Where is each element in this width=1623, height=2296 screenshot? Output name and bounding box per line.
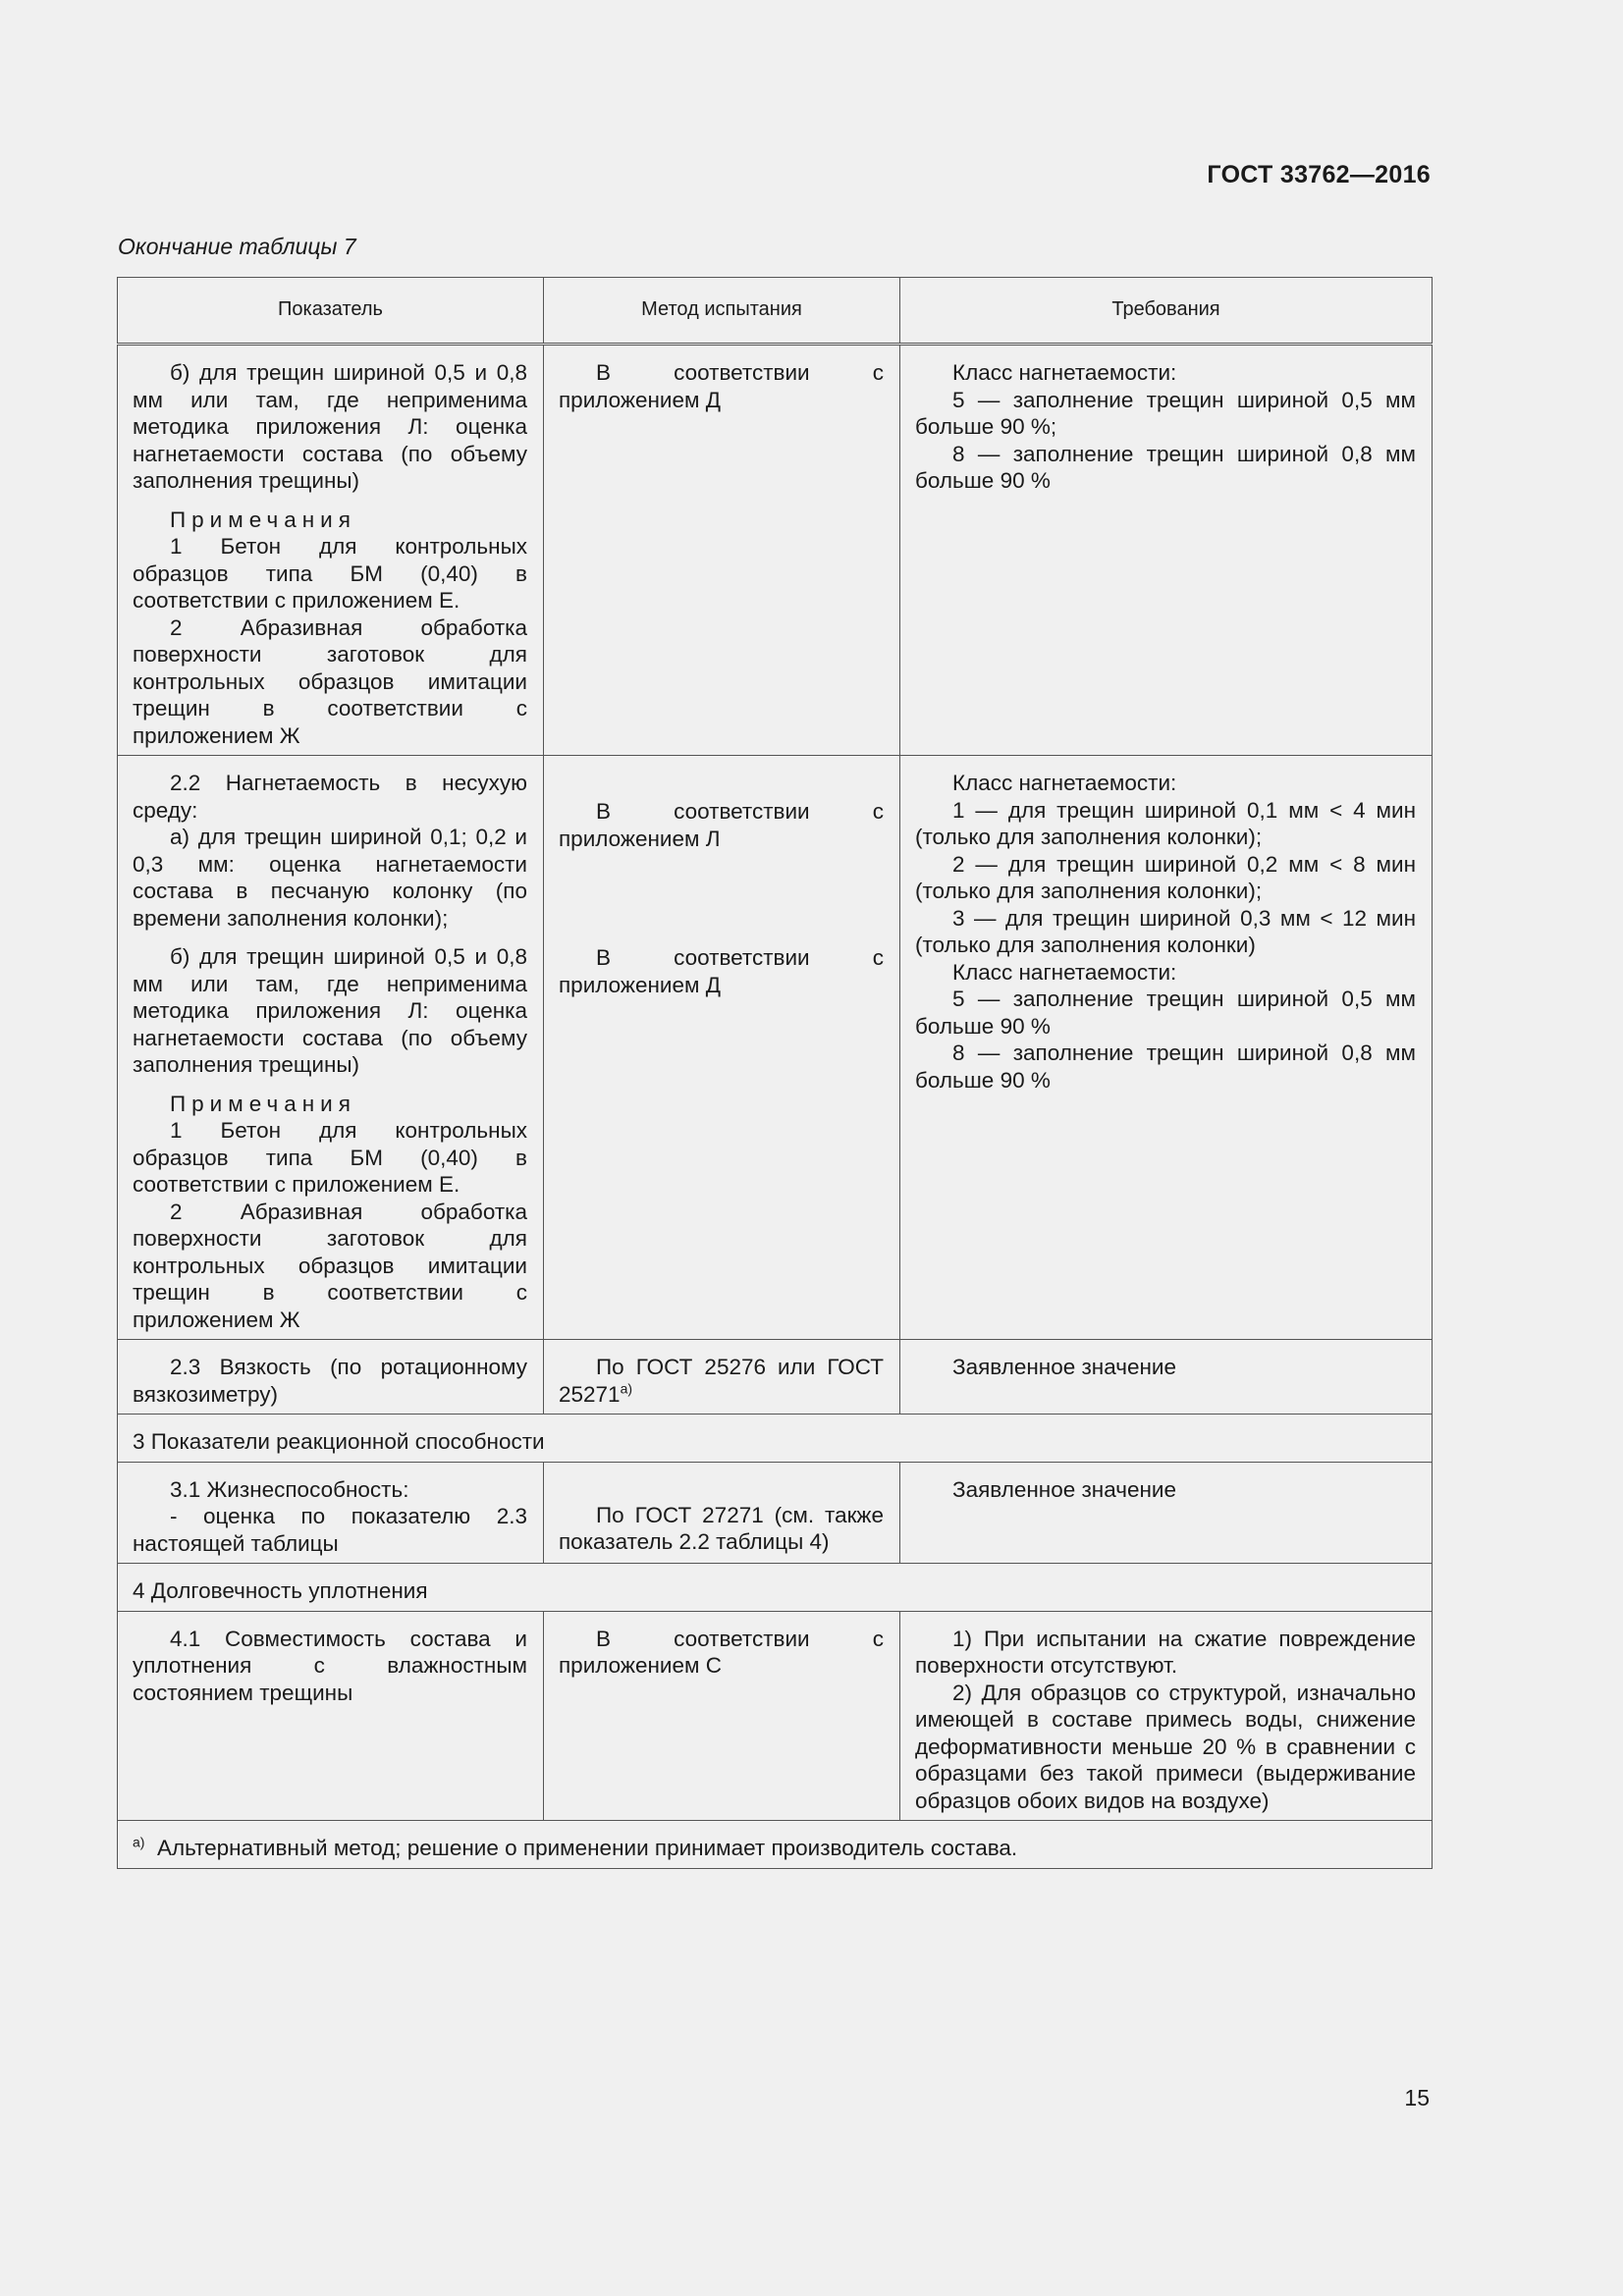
section-row xyxy=(118,1564,1433,1612)
requirement-line: Класс нагнетаемости: xyxy=(952,959,1177,985)
document-id: ГОСТ 33762—2016 xyxy=(1207,161,1431,188)
table-row xyxy=(118,1340,1433,1415)
footnote-row xyxy=(118,1821,1433,1869)
requirements-cell xyxy=(900,1611,1433,1821)
requirements-cell xyxy=(900,1462,1433,1564)
footnote-ref: а) xyxy=(620,1380,633,1396)
note-2: 2 Абразивная обработка поверхности заготовок для контрольных образцов имитации трещин в соответствии с приложением Ж xyxy=(133,614,527,748)
method-text: По ГОСТ 27271 (см. также показатель 2.2 таблицы 4) xyxy=(559,1502,884,1554)
page-number: 15 xyxy=(1404,2085,1430,2110)
footnote xyxy=(118,1821,1433,1869)
requirements-table xyxy=(117,277,1433,1869)
indicator-text: б) для трещин шириной 0,5 и 0,8 мм или там, где неприменима методика приложения Л: оценка нагнетаемости состава (по объему заполнения трещины) xyxy=(133,360,527,493)
indicator-cell xyxy=(118,1462,544,1564)
method-text: В соответствии с приложением С xyxy=(559,1626,884,1678)
table-row xyxy=(118,756,1433,1340)
requirement-line: 5 — заполнение трещин шириной 0,5 мм больше 90 % xyxy=(915,987,1416,1039)
requirements-cell xyxy=(900,1340,1433,1415)
requirements-cell xyxy=(900,756,1433,1340)
indicator-cell xyxy=(118,756,544,1340)
requirement-line: 8 — заполнение трещин шириной 0,8 мм больше 90 % xyxy=(915,1041,1416,1093)
section-title: 3 Показатели реакционной способности xyxy=(118,1415,1433,1463)
method-cell xyxy=(544,1340,900,1415)
section-title: 4 Долговечность уплотнения xyxy=(118,1564,1433,1612)
method-text xyxy=(559,1354,884,1408)
requirement-line: Класс нагнетаемости: xyxy=(952,771,1177,795)
indicator-item-a: а) для трещин шириной 0,1; 0,2 и 0,3 мм: оценка нагнетаемости состава в песчаную колонку (по времени заполнения колонки); xyxy=(133,825,527,931)
requirement-line: 1) При испытании на сжатие повреждение поверхности отсутствуют. xyxy=(915,1626,1416,1678)
section-row xyxy=(118,1415,1433,1463)
requirement-line: 2 — для трещин шириной 0,2 мм < 8 мин (только для заполнения колонки); xyxy=(915,851,1416,903)
indicator-item: - оценка по показателю 2.3 настоящей таблицы xyxy=(133,1504,527,1556)
indicator-cell xyxy=(118,1611,544,1821)
column-header-requirements: Требования xyxy=(900,278,1433,345)
indicator-title: 2.2 Нагнетаемость в несухую среду: xyxy=(133,771,527,823)
requirement-line: Заявленное значение xyxy=(952,1476,1176,1502)
requirement-line: 1 — для трещин шириной 0,1 мм < 4 мин (только для заполнения колонки); xyxy=(915,797,1416,849)
requirement-line: 2) Для образцов со структурой, изначально имеющей в составе примесь воды, снижение деформативности меньше 20 % в сравнении с образцами без такой примеси (выдерживание образцов обоих видов на воздухе) xyxy=(915,1680,1416,1813)
table-header-row xyxy=(118,278,1433,345)
footnote-mark: а) xyxy=(133,1834,145,1850)
method-cell xyxy=(544,1611,900,1821)
method-text-main: По ГОСТ 25276 или ГОСТ 25271 xyxy=(559,1355,884,1407)
method-cell xyxy=(544,1462,900,1564)
notes-title: Примечания xyxy=(170,507,356,532)
indicator-text: 2.3 Вязкость (по ротационному вязкозиметру) xyxy=(133,1355,527,1407)
requirement-line: Класс нагнетаемости: xyxy=(952,360,1177,385)
note-1: 1 Бетон для контрольных образцов типа БМ (0,40) в соответствии с приложением Е. xyxy=(133,1118,527,1197)
method-cell xyxy=(544,345,900,756)
method-text-b: В соответствии с приложением Д xyxy=(559,945,884,997)
indicator-cell xyxy=(118,345,544,756)
column-header-indicator: Показатель xyxy=(118,278,544,345)
requirements-cell xyxy=(900,345,1433,756)
note-1: 1 Бетон для контрольных образцов типа БМ (0,40) в соответствии с приложением Е. xyxy=(133,534,527,613)
indicator-title: 3.1 Жизнеспособность: xyxy=(170,1476,409,1502)
table-caption: Окончание таблицы 7 xyxy=(118,234,356,259)
method-text: В соответствии с приложением Д xyxy=(559,360,884,412)
indicator-cell xyxy=(118,1340,544,1415)
table-row xyxy=(118,1611,1433,1821)
footnote-text: Альтернативный метод; решение о применении принимает производитель состава. xyxy=(156,1836,1018,1860)
indicator-text: 4.1 Совместимость состава и уплотнения с влажностным состоянием трещины xyxy=(133,1626,527,1705)
method-text-a: В соответствии с приложением Л xyxy=(559,799,884,851)
note-2: 2 Абразивная обработка поверхности заготовок для контрольных образцов имитации трещин в соответствии с приложением Ж xyxy=(133,1199,527,1332)
column-header-method: Метод испытания xyxy=(544,278,900,345)
notes-title: Примечания xyxy=(170,1091,356,1116)
requirement-line: 5 — заполнение трещин шириной 0,5 мм больше 90 %; xyxy=(915,387,1416,439)
table-row xyxy=(118,1462,1433,1564)
requirement-line: 3 — для трещин шириной 0,3 мм < 12 мин (только для заполнения колонки) xyxy=(915,905,1416,957)
method-cell xyxy=(544,756,900,1340)
indicator-item-b: б) для трещин шириной 0,5 и 0,8 мм или там, где неприменима методика приложения Л: оценка нагнетаемости состава (по объему заполнения трещины) xyxy=(133,944,527,1077)
requirement-line: Заявленное значение xyxy=(952,1355,1176,1379)
requirement-line: 8 — заполнение трещин шириной 0,8 мм больше 90 % xyxy=(915,441,1416,493)
table-row xyxy=(118,345,1433,756)
